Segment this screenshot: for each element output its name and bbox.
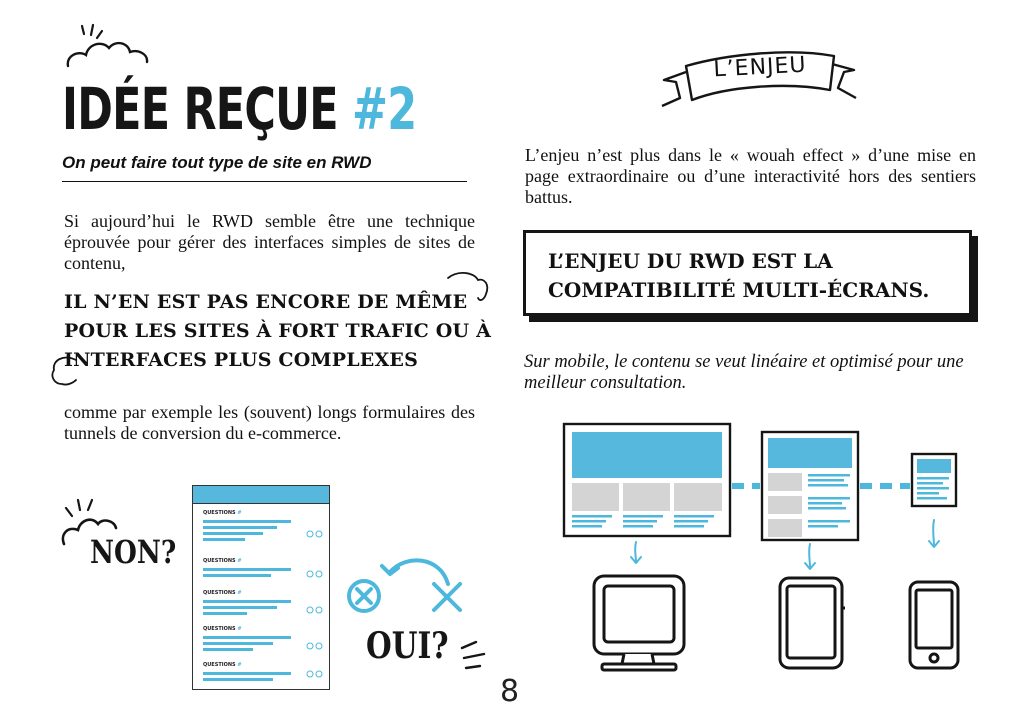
- form-question: [203, 590, 325, 630]
- form-question: [203, 510, 325, 550]
- desktop-icon: [594, 576, 684, 670]
- callout-line: L’ENJEU DU RWD EST LA: [548, 249, 833, 273]
- emphasis-line: IL N’EN EST PAS ENCORE DE MÊME: [64, 291, 468, 313]
- question-label: QUESTIONS #: [203, 510, 242, 516]
- no-label: NON?: [90, 533, 177, 571]
- title-number: #2: [352, 75, 417, 143]
- banner-title: L’ENJEU: [712, 52, 808, 83]
- form-header: [193, 486, 329, 504]
- callout-line: COMPATIBILITÉ MULTI-ÉCRANS.: [548, 278, 930, 302]
- question-label: QUESTIONS #: [203, 558, 242, 564]
- cross-arrow-icon: [340, 552, 470, 622]
- divider: [62, 181, 467, 182]
- callout-statement: [548, 247, 968, 305]
- mobile-layout-icon: [912, 454, 956, 506]
- stake-paragraph: L’enjeu n’est plus dans le « wouah effect » d’une mise en page extraordinaire ou d’une interactivité hors des sentiers battus.: [525, 145, 976, 207]
- emphasis-line: POUR LES SITES À FORT TRAFIC OU À: [64, 320, 492, 342]
- yes-label: OUI?: [366, 625, 449, 667]
- cloud-icon: [62, 22, 162, 74]
- question-label: QUESTIONS #: [203, 626, 242, 632]
- emphasis-statement: [64, 288, 494, 375]
- tablet-icon: [780, 578, 845, 668]
- page-title: [62, 74, 417, 144]
- toggle-icon: [305, 670, 325, 678]
- emphasis-lines-icon: [458, 640, 490, 672]
- phone-icon: [910, 582, 958, 668]
- toggle-icon: [305, 642, 325, 650]
- tablet-layout-icon: [762, 432, 858, 540]
- intro-paragraph: Si aujourd’hui le RWD semble être une technique éprouvée pour gérer des interfaces simples de sites de contenu,: [64, 211, 475, 273]
- multi-screen-illustration: [560, 420, 980, 675]
- callout-box: [523, 230, 972, 316]
- form-question: [203, 662, 325, 690]
- page-number: 8: [500, 674, 520, 709]
- question-label: QUESTIONS #: [203, 590, 242, 596]
- title-text: IDÉE REÇUE: [62, 75, 353, 143]
- question-label: QUESTIONS #: [203, 662, 242, 668]
- toggle-icon: [305, 570, 325, 578]
- toggle-icon: [305, 530, 325, 538]
- mobile-paragraph: Sur mobile, le contenu se veut linéaire et optimisé pour une meilleur consultation.: [524, 352, 964, 393]
- desktop-layout-icon: [564, 424, 730, 536]
- form-question: [203, 626, 325, 666]
- form-mockup: [192, 485, 330, 690]
- emphasis-line: INTERFACES PLUS COMPLEXES: [64, 349, 419, 371]
- subtitle: On peut faire tout type de site en RWD: [62, 153, 372, 172]
- example-paragraph: comme par exemple les (souvent) longs formulaires des tunnels de conversion du e-commerce.: [64, 402, 475, 443]
- toggle-icon: [305, 606, 325, 614]
